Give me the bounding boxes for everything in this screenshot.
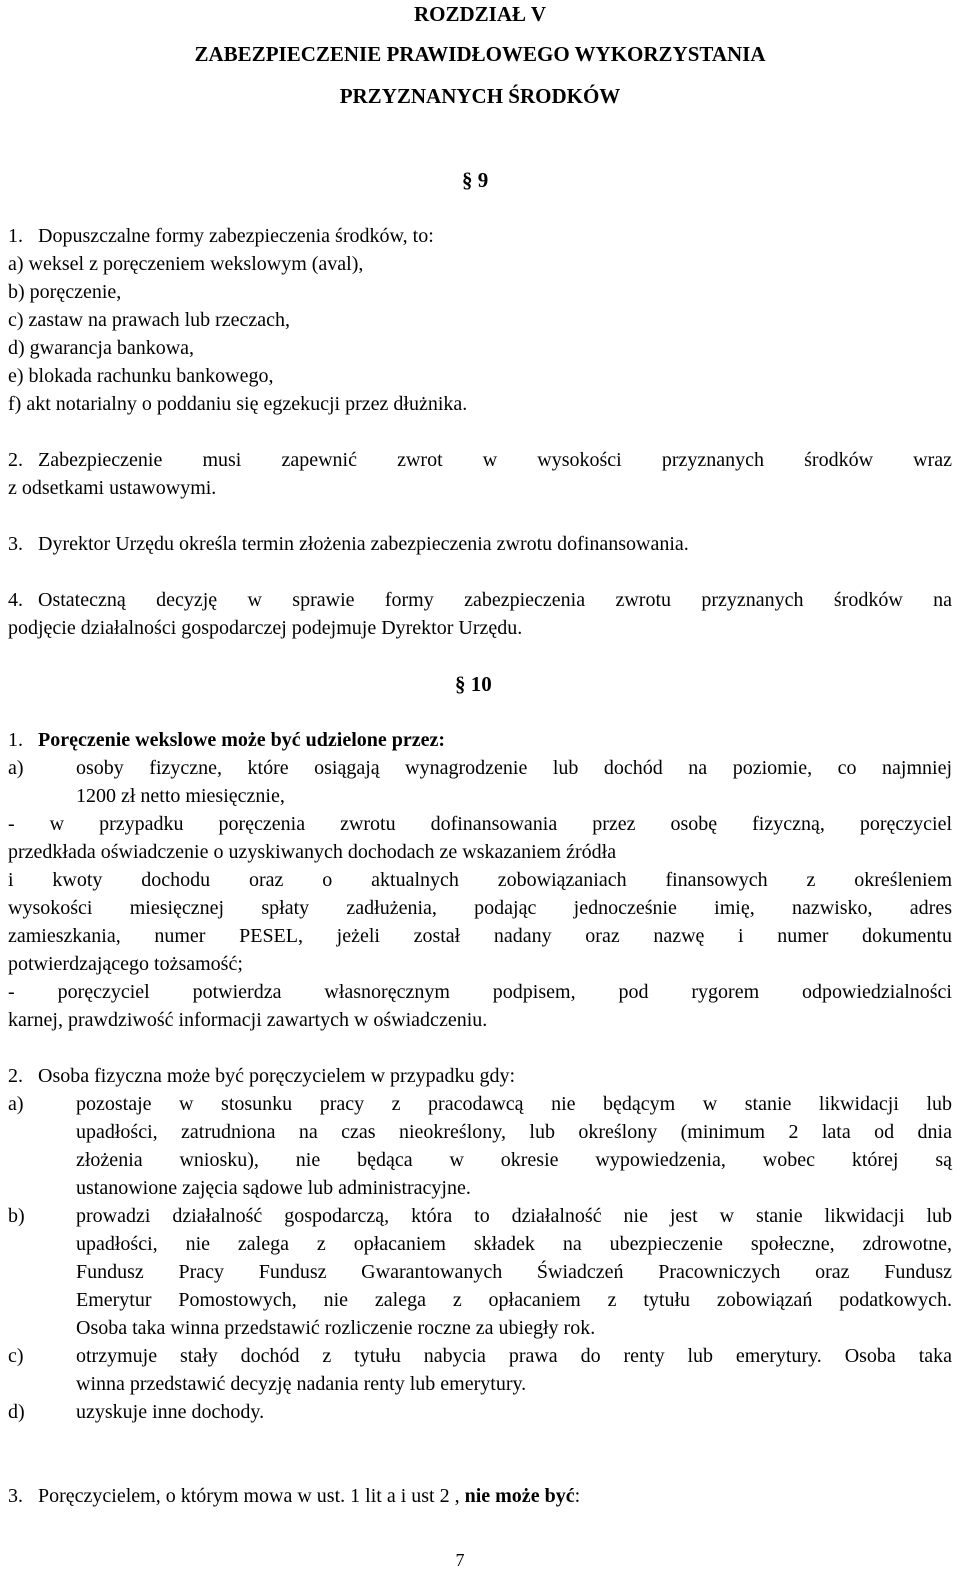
s9-p1-text: Dopuszczalne formy zabezpieczenia środków, to: [38, 225, 434, 247]
s10-p3-text [38, 1482, 952, 1510]
section-10-mark: § 10 [455, 672, 492, 696]
s10-a-letter: a) [8, 757, 24, 779]
s9-item-b: b) poręczenie, [8, 281, 122, 303]
s9-p4-number: 4. [8, 589, 23, 611]
s9-p3-text: Dyrektor Urzędu określa termin złożenia zabezpieczenia zwrotu dofinansowania. [38, 533, 689, 555]
s10-p2-a-line2: upadłości, zatrudniona na czas nieokreślony, lub określony (minimum 2 lata od dnia [76, 1121, 952, 1143]
s10-p3-number: 3. [8, 1485, 23, 1507]
s10-dash1-line1: - w przypadku poręczenia zwrotu dofinansowania przez osobę fizyczną, poręczyciel [8, 813, 952, 835]
s9-p2-line1: Zabezpieczenie musi zapewnić zwrot w wysokości przyznanych środków wraz [38, 449, 952, 471]
s10-p2-a-line3: złożenia wniosku), nie będąca w okresie wypowiedzenia, wobec której są [76, 1149, 952, 1171]
s9-item-c: c) zastaw na prawach lub rzeczach, [8, 309, 291, 331]
s9-item-d: d) gwarancja bankowa, [8, 337, 195, 359]
s9-item-f: f) akt notarialny o poddaniu się egzekucji przez dłużnika. [8, 393, 468, 415]
s10-p2-b-line1: prowadzi działalność gospodarczą, która to działalność nie jest w stanie likwidacji lub [76, 1205, 952, 1227]
chapter-heading: ROZDZIAŁ V [413, 2, 547, 26]
s10-p3-text-c: : [574, 1485, 581, 1507]
s9-p4-line1: Ostateczną decyzję w sprawie formy zabezpieczenia zwrotu przyznanych środków na [38, 589, 952, 611]
s10-p1-heading: Poręczenie wekslowe może być udzielone przez: [38, 729, 446, 751]
s10-p2-b-line2: upadłości, nie zalega z opłacaniem składek na ubezpieczenie społeczne, zdrowotne, [76, 1233, 952, 1255]
s10-p2-b-line3: Fundusz Pracy Fundusz Gwarantowanych Świadczeń Pracowniczych oraz Fundusz [76, 1261, 952, 1283]
s9-p2-number: 2. [8, 449, 23, 471]
s10-dash1-line6: potwierdzającego tożsamość; [8, 953, 243, 975]
s10-dash1-line2: przedkłada oświadczenie o uzyskiwanych dochodach ze wskazaniem źródła [8, 841, 617, 863]
s10-dash1-line5: zamieszkania, numer PESEL, jeżeli został nadany oraz nazwę i numer dokumentu [8, 925, 952, 947]
s10-dash1-line3: i kwoty dochodu oraz o aktualnych zobowiązaniach finansowych z określeniem [8, 869, 952, 891]
s10-a-line2: 1200 zł netto miesięcznie, [76, 785, 285, 807]
s10-p2-d-letter: d) [8, 1401, 25, 1423]
s10-p2-c-line1: otrzymuje stały dochód z tytułu nabycia prawa do renty lub emerytury. Osoba taka [76, 1345, 952, 1367]
s10-p2-c-line2: winna przedstawić decyzję nadania renty lub emerytury. [76, 1373, 527, 1395]
s10-p2-b-letter: b) [8, 1205, 25, 1227]
s10-p3-text-a: Poręczycielem, o którym mowa w ust. 1 lit a i ust 2 , [38, 1485, 465, 1507]
s10-p1-number: 1. [8, 729, 23, 751]
s10-p3-text-bold: nie może być [464, 1485, 575, 1507]
page-number: 7 [455, 1550, 465, 1570]
s9-item-a: a) weksel z poręczeniem wekslowym (aval), [8, 253, 364, 275]
chapter-title-line2: PRZYZNANYCH ŚRODKÓW [339, 84, 621, 108]
s10-p2-b-line4: Emerytur Pomostowych, nie zalega z opłacaniem z tytułu zobowiązań podatkowych. [76, 1289, 952, 1311]
s10-p2-a-line1: pozostaje w stosunku pracy z pracodawcą nie będącym w stanie likwidacji lub [76, 1093, 952, 1115]
s10-a-line1: osoby fizyczne, które osiągają wynagrodzenie lub dochód na poziomie, co najmniej [76, 757, 952, 779]
s10-p2-text: Osoba fizyczna może być poręczycielem w przypadku gdy: [38, 1065, 516, 1087]
s10-dash1-line4: wysokości miesięcznej spłaty zadłużenia, podając jednocześnie imię, nazwisko, adres [8, 897, 952, 919]
s10-p2-b-line5: Osoba taka winna przedstawić rozliczenie roczne za ubiegły rok. [76, 1317, 596, 1339]
s10-p2-number: 2. [8, 1065, 23, 1087]
chapter-title-line1: ZABEZPIECZENIE PRAWIDŁOWEGO WYKORZYSTANIA [194, 42, 766, 66]
s10-dash2-line1: - poręczyciel potwierdza własnoręcznym podpisem, pod rygorem odpowiedzialności [8, 981, 952, 1003]
section-9-mark: § 9 [462, 168, 489, 192]
s10-p2-a-letter: a) [8, 1093, 24, 1115]
s10-p2-a-line4: ustanowione zajęcia sądowe lub administracyjne. [76, 1177, 471, 1199]
s10-p2-d-line1: uzyskuje inne dochody. [76, 1401, 265, 1423]
s10-p2-c-letter: c) [8, 1345, 24, 1367]
s10-dash2-line2: karnej, prawdziwość informacji zawartych w oświadczeniu. [8, 1009, 488, 1031]
s9-p4-line2: podjęcie działalności gospodarczej podejmuje Dyrektor Urzędu. [8, 617, 523, 639]
s9-p2-line2: z odsetkami ustawowymi. [8, 477, 217, 499]
s9-p3-number: 3. [8, 533, 23, 555]
s9-p1-number: 1. [8, 225, 23, 247]
s9-item-e: e) blokada rachunku bankowego, [8, 365, 274, 387]
